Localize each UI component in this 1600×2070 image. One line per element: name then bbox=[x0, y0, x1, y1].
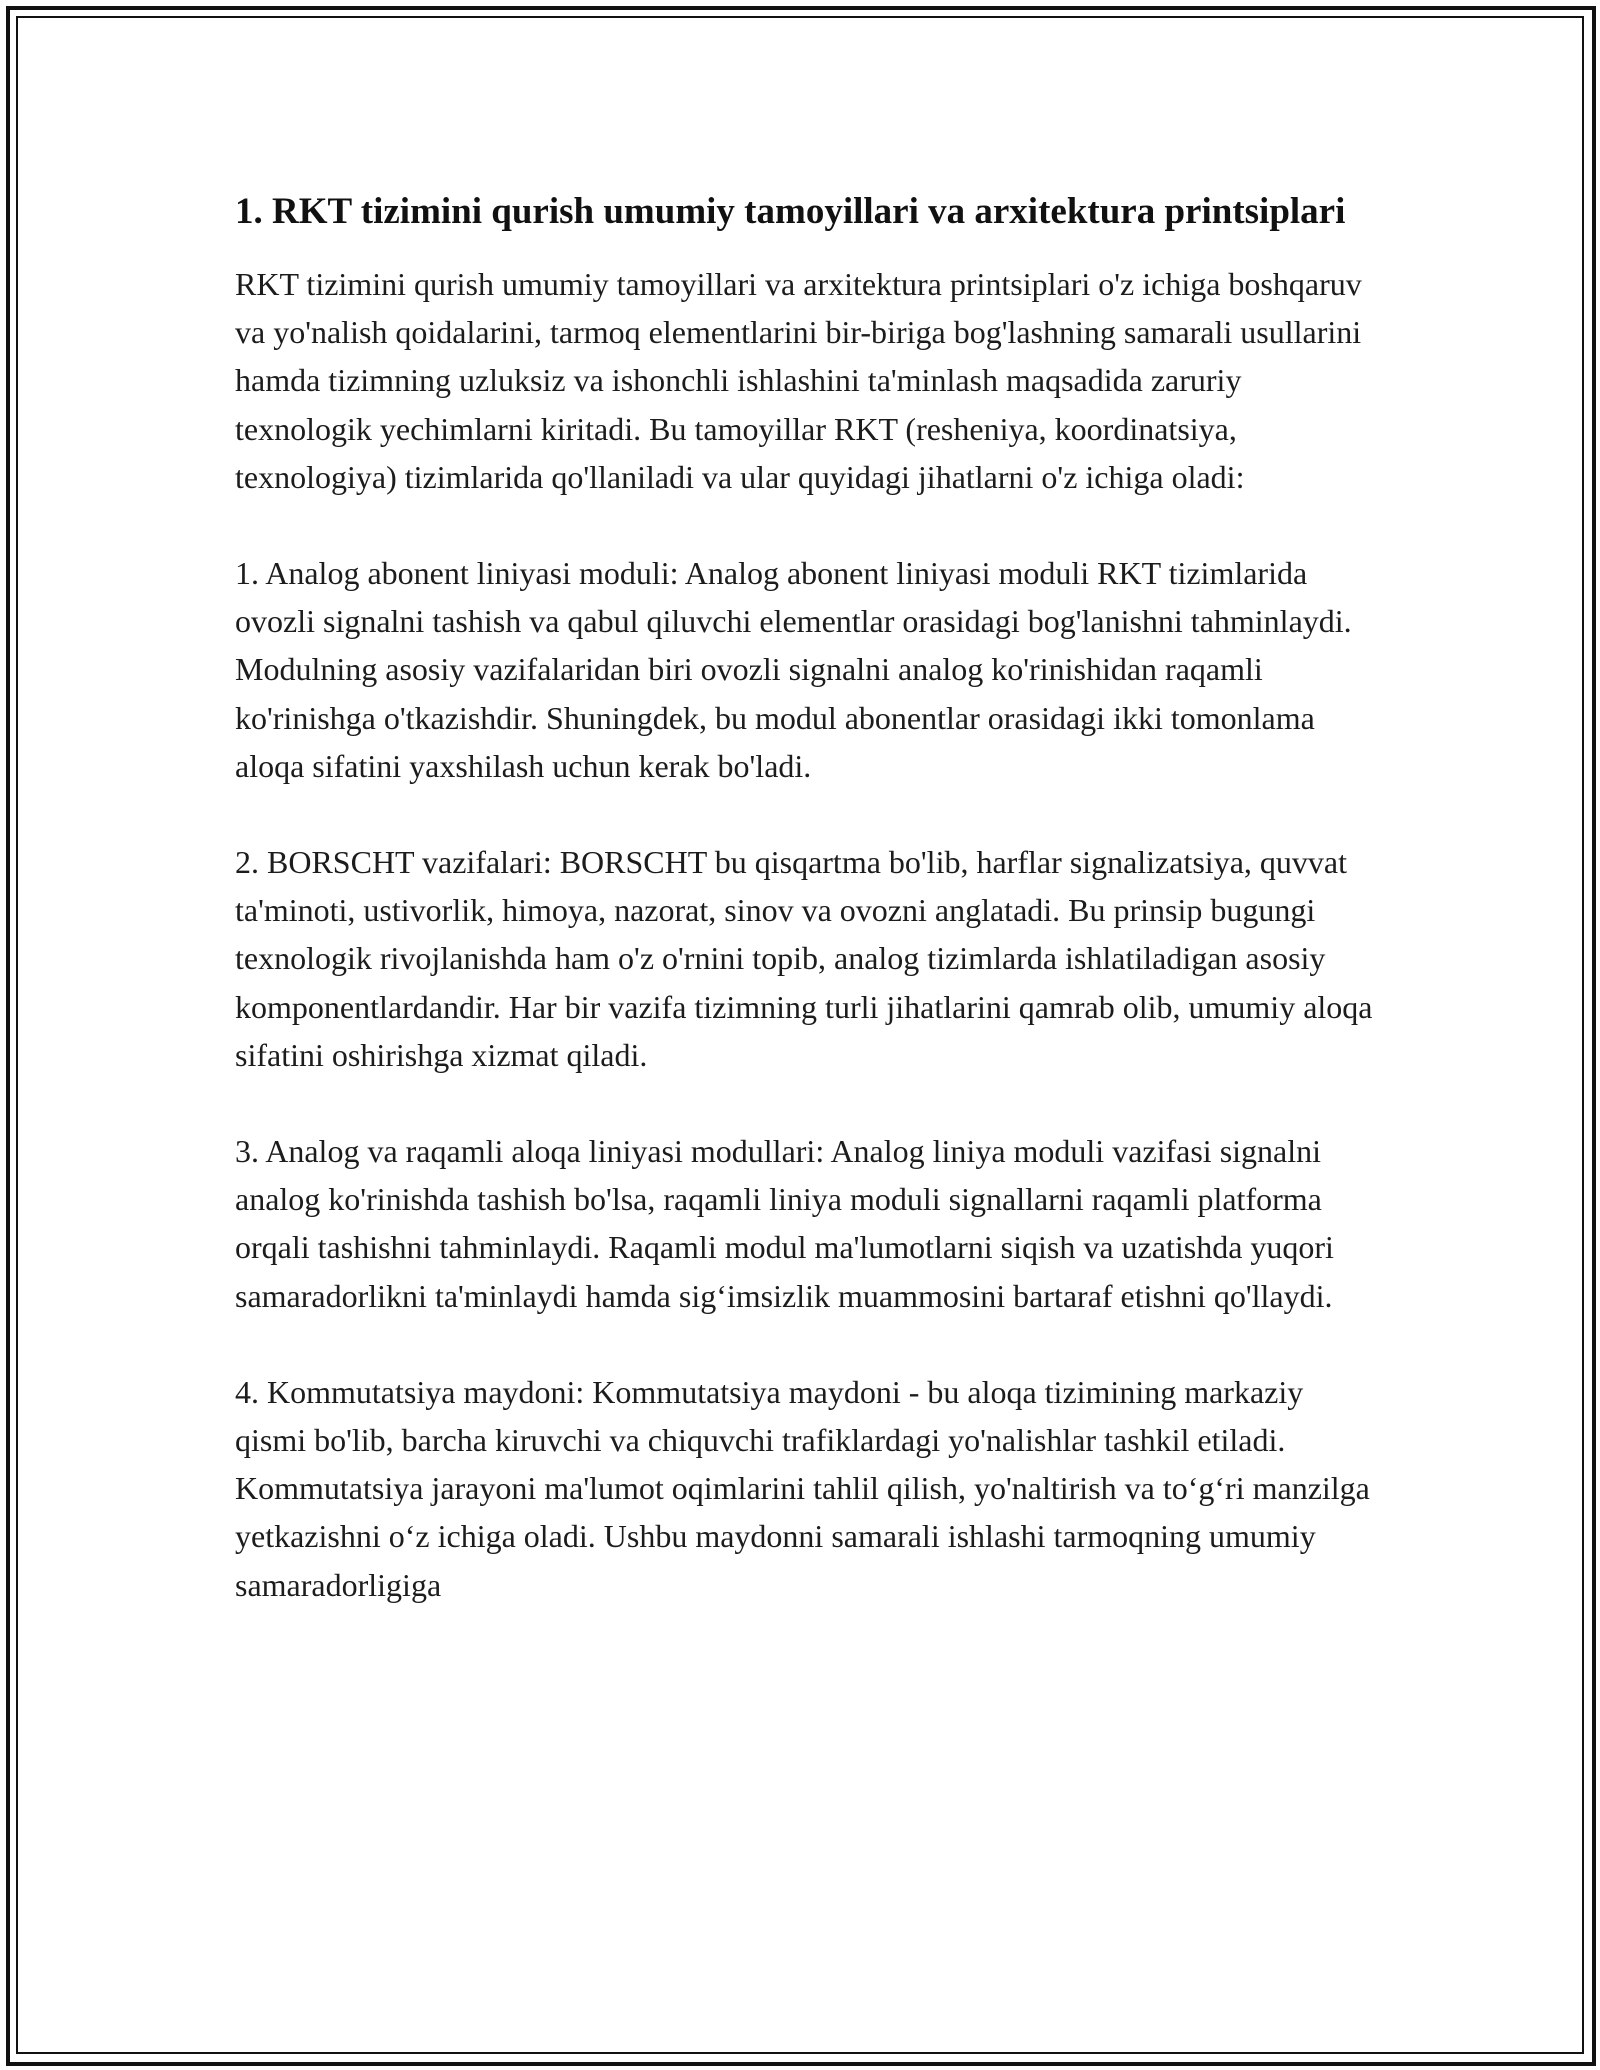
document-body bbox=[235, 188, 1375, 1657]
document-title: 1. RKT tizimini qurish umumiy tamoyillari va arxitektura printsiplari bbox=[235, 191, 1346, 232]
paragraph-borscht-functions: 2. BORSCHT vazifalari: BORSCHT bu qisqartma bo'lib, harflar signalizatsiya, quvvat ta'minoti, ustivorlik, himoya, nazorat, sinov va ovozni anglatadi. Bu prinsip bugungi texnologik rivojlanishda ham o'z o'rnini topib, analog tizimlarda ishlatiladigan asosiy komponentlardandir. Har bir vazifa tizimning turli jihatlarini qamrab olib, umumiy aloqa sifatini oshirishga xizmat qiladi. bbox=[235, 844, 1373, 1073]
paragraph-analog-subscriber-module: 1. Analog abonent liniyasi moduli: Analog abonent liniyasi moduli RKT tizimlarida ovozli signalni tashish va qabul qiluvchi elementlar orasidagi bog'lanishni tahminlaydi. Modulning asosiy vazifalaridan biri ovozli signalni analog ko'rinishidan raqamli ko'rinishga o'tkazishdir. Shuningdek, bu modul abonentlar orasidagi ikki tomonlama aloqa sifatini yaxshilash uchun kerak bo'ladi. bbox=[235, 555, 1352, 784]
intro-paragraph: RKT tizimini qurish umumiy tamoyillari va arxitektura printsiplari o'z ichiga boshqaruv va yo'nalish qoidalarini, tarmoq elementlarini bir-biriga bog'lashning samarali usullarini hamda tizimning uzluksiz va ishonchli ishlashini ta'minlash maqsadida zaruriy texnologik yechimlarni kiritadi. Bu tamoyillar RKT (resheniya, koordinatsiya, texnologiya) tizimlarida qo'llaniladi va ular quyidagi jihatlarni o'z ichiga oladi: bbox=[235, 266, 1362, 495]
paragraph-line-modules: 3. Analog va raqamli aloqa liniyasi modullari: Analog liniya moduli vazifasi signalni analog ko'rinishda tashish bo'lsa, raqamli liniya moduli signallarni raqamli platforma orqali tashishni tahminlaydi. Raqamli modul ma'lumotlarni siqish va uzatishda yuqori samaradorlikni ta'minlaydi hamda sig‘imsizlik muammosini bartaraf etishni qo'llaydi. bbox=[235, 1133, 1334, 1314]
paragraph-switching-field: 4. Kommutatsiya maydoni: Kommutatsiya maydoni - bu aloqa tizimining markaziy qismi bo'lib, barcha kiruvchi va chiquvchi trafiklardagi yo'nalishlar tashkil etiladi. Kommutatsiya jarayoni ma'lumot oqimlarini tahlil qilish, yo'naltirish va to‘g‘ri manzilga yetkazishni o‘z ichiga oladi. Ushbu maydonni samarali ishlashi tarmoqning umumiy samaradorligiga bbox=[235, 1373, 1370, 1603]
